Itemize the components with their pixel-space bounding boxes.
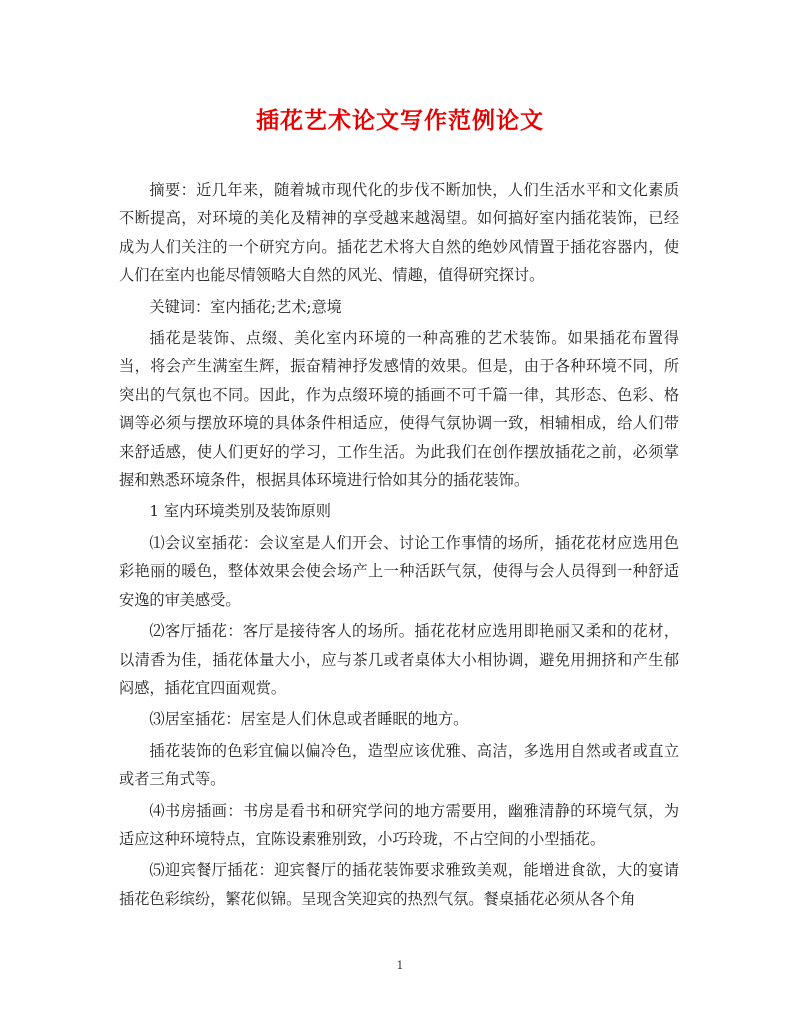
living-room-paragraph: ⑵客厅插花：客厅是接待客人的场所。插花花材应选用即艳丽又柔和的花材，以清香为佳，插花体量大小，应与茶几或者桌体大小相协调，避免用拥挤和产生郁闷感，插花宜四面观赏。 [119, 622, 679, 697]
document-body [119, 176, 679, 916]
study-room-paragraph: ⑷书房插画：书房是看书和研究学问的地方需要用，幽雅清静的环境气氛，为适应这种环境特点，宜陈设素雅别致，小巧玲珑，不占空间的小型插花。 [119, 801, 679, 848]
document-title: 插花艺术论文写作范例论文 [256, 107, 544, 134]
dining-room-paragraph: ⑸迎宾餐厅插花：迎宾餐厅的插花装饰要求雅致美观，能增进食欲，大的宴请插花色彩缤纷，繁花似锦。呈现含笑迎宾的热烈气氛。餐桌插花必须从各个角 [119, 861, 679, 908]
intro-paragraph: 插花是装饰、点缀、美化室内环境的一种高雅的艺术装饰。如果插花布置得当，将会产生满室生辉，振奋精神抒发感情的效果。但是，由于各种环境不同，所突出的气氛也不同。因此，作为点缀环境的插画不可千篇一律，其形态、色彩、格调等必须与摆放环境的具体条件相适应，使得气氛协调一致，相辅相成，给人们带来舒适感，使人们更好的学习，工作生活。为此我们在创作摆放插花之前，必须掌握和熟悉环境条件，根据具体环境进行恰如其分的插花装饰。 [119, 329, 679, 490]
page-number: 1 [396, 959, 404, 972]
keywords-paragraph: 关键词：室内插花;艺术;意境 [149, 297, 342, 316]
bedroom-paragraph: ⑶居室插花：居室是人们休息或者睡眠的地方。 [149, 710, 469, 729]
section-heading: 1 室内环境类别及装饰原则 [149, 502, 331, 521]
meeting-room-paragraph: ⑴会议室插花：会议室是人们开会、讨论工作事情的场所，插花花材应选用色彩艳丽的暖色，整体效果会使会场产上一种活跃气氛，使得与会人员得到一种舒适安逸的审美感受。 [119, 533, 679, 609]
abstract-paragraph: 摘要：近几年来，随着城市现代化的步伐不断加快，人们生活水平和文化素质不断提高，对环境的美化及精神的享受越来越渴望。如何搞好室内插花装饰，已经成为人们关注的一个研究方向。插花艺术将大自然的绝妙风情置于插花容器内，使人们在室内也能尽情领略大自然的风光、情趣，值得研究探讨。 [119, 181, 679, 285]
bedroom-color-paragraph: 插花装饰的色彩宜偏以偏冷色，造型应该优雅、高洁，多选用自然或者或直立或者三角式等。 [119, 741, 679, 789]
